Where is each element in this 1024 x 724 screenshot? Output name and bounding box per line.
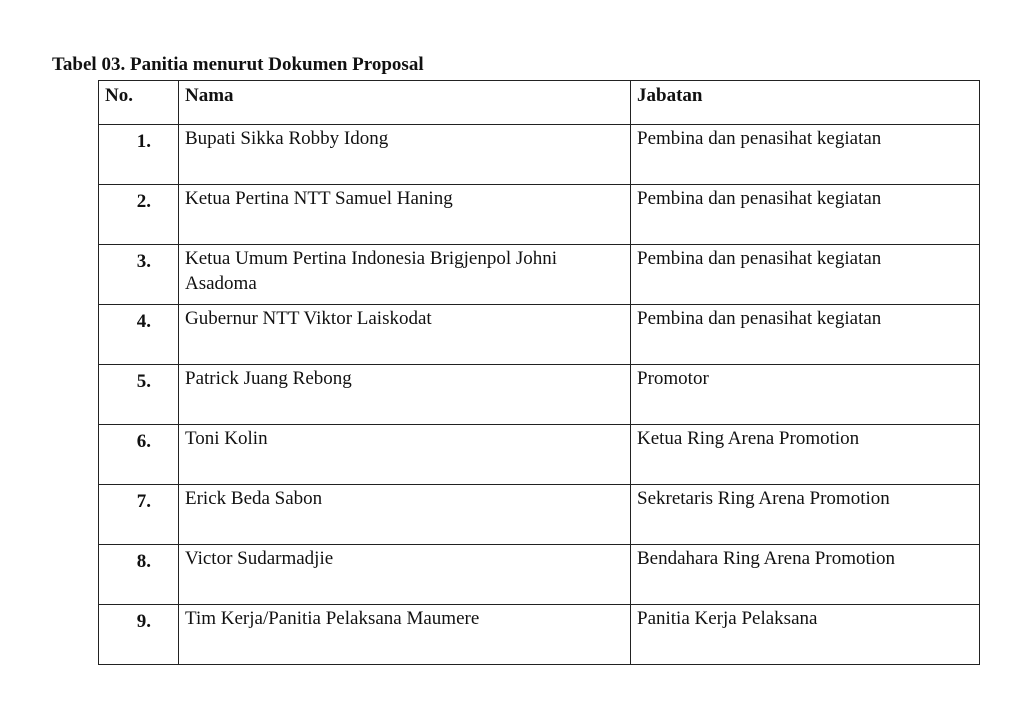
table-row: [99, 605, 980, 665]
cell-no: 3.: [99, 245, 179, 305]
cell-nama: Tim Kerja/Panitia Pelaksana Maumere: [179, 605, 631, 665]
table-row: [99, 485, 980, 545]
table-row: [99, 245, 980, 305]
table-row: [99, 425, 980, 485]
table-row: [99, 125, 980, 185]
cell-jabatan: Ketua Ring Arena Promotion: [631, 425, 980, 485]
cell-no: 5.: [99, 365, 179, 425]
cell-jabatan: Pembina dan penasihat kegiatan: [631, 125, 980, 185]
header-nama: Nama: [179, 81, 631, 125]
table-row: [99, 545, 980, 605]
cell-jabatan: Panitia Kerja Pelaksana: [631, 605, 980, 665]
table-caption: Tabel 03. Panitia menurut Dokumen Proposal: [52, 54, 424, 75]
cell-jabatan: Pembina dan penasihat kegiatan: [631, 185, 980, 245]
cell-jabatan: Pembina dan penasihat kegiatan: [631, 305, 980, 365]
cell-nama: Victor Sudarmadjie: [179, 545, 631, 605]
cell-no: 9.: [99, 605, 179, 665]
table-row: [99, 185, 980, 245]
cell-nama: Erick Beda Sabon: [179, 485, 631, 545]
committee-table: [98, 80, 980, 665]
table-row: [99, 365, 980, 425]
cell-no: 8.: [99, 545, 179, 605]
cell-nama: Patrick Juang Rebong: [179, 365, 631, 425]
cell-no: 2.: [99, 185, 179, 245]
header-no: No.: [99, 81, 179, 125]
cell-no: 4.: [99, 305, 179, 365]
header-jabatan: Jabatan: [631, 81, 980, 125]
cell-nama: Ketua Umum Pertina Indonesia Brigjenpol Johni Asadoma: [179, 245, 631, 305]
cell-jabatan: Promotor: [631, 365, 980, 425]
cell-nama: Toni Kolin: [179, 425, 631, 485]
cell-no: 1.: [99, 125, 179, 185]
cell-jabatan: Sekretaris Ring Arena Promotion: [631, 485, 980, 545]
cell-nama: Gubernur NTT Viktor Laiskodat: [179, 305, 631, 365]
table-header-row: [99, 81, 980, 125]
table-row: [99, 305, 980, 365]
cell-jabatan: Bendahara Ring Arena Promotion: [631, 545, 980, 605]
cell-no: 7.: [99, 485, 179, 545]
cell-nama: Ketua Pertina NTT Samuel Haning: [179, 185, 631, 245]
cell-nama: Bupati Sikka Robby Idong: [179, 125, 631, 185]
cell-no: 6.: [99, 425, 179, 485]
cell-jabatan: Pembina dan penasihat kegiatan: [631, 245, 980, 305]
